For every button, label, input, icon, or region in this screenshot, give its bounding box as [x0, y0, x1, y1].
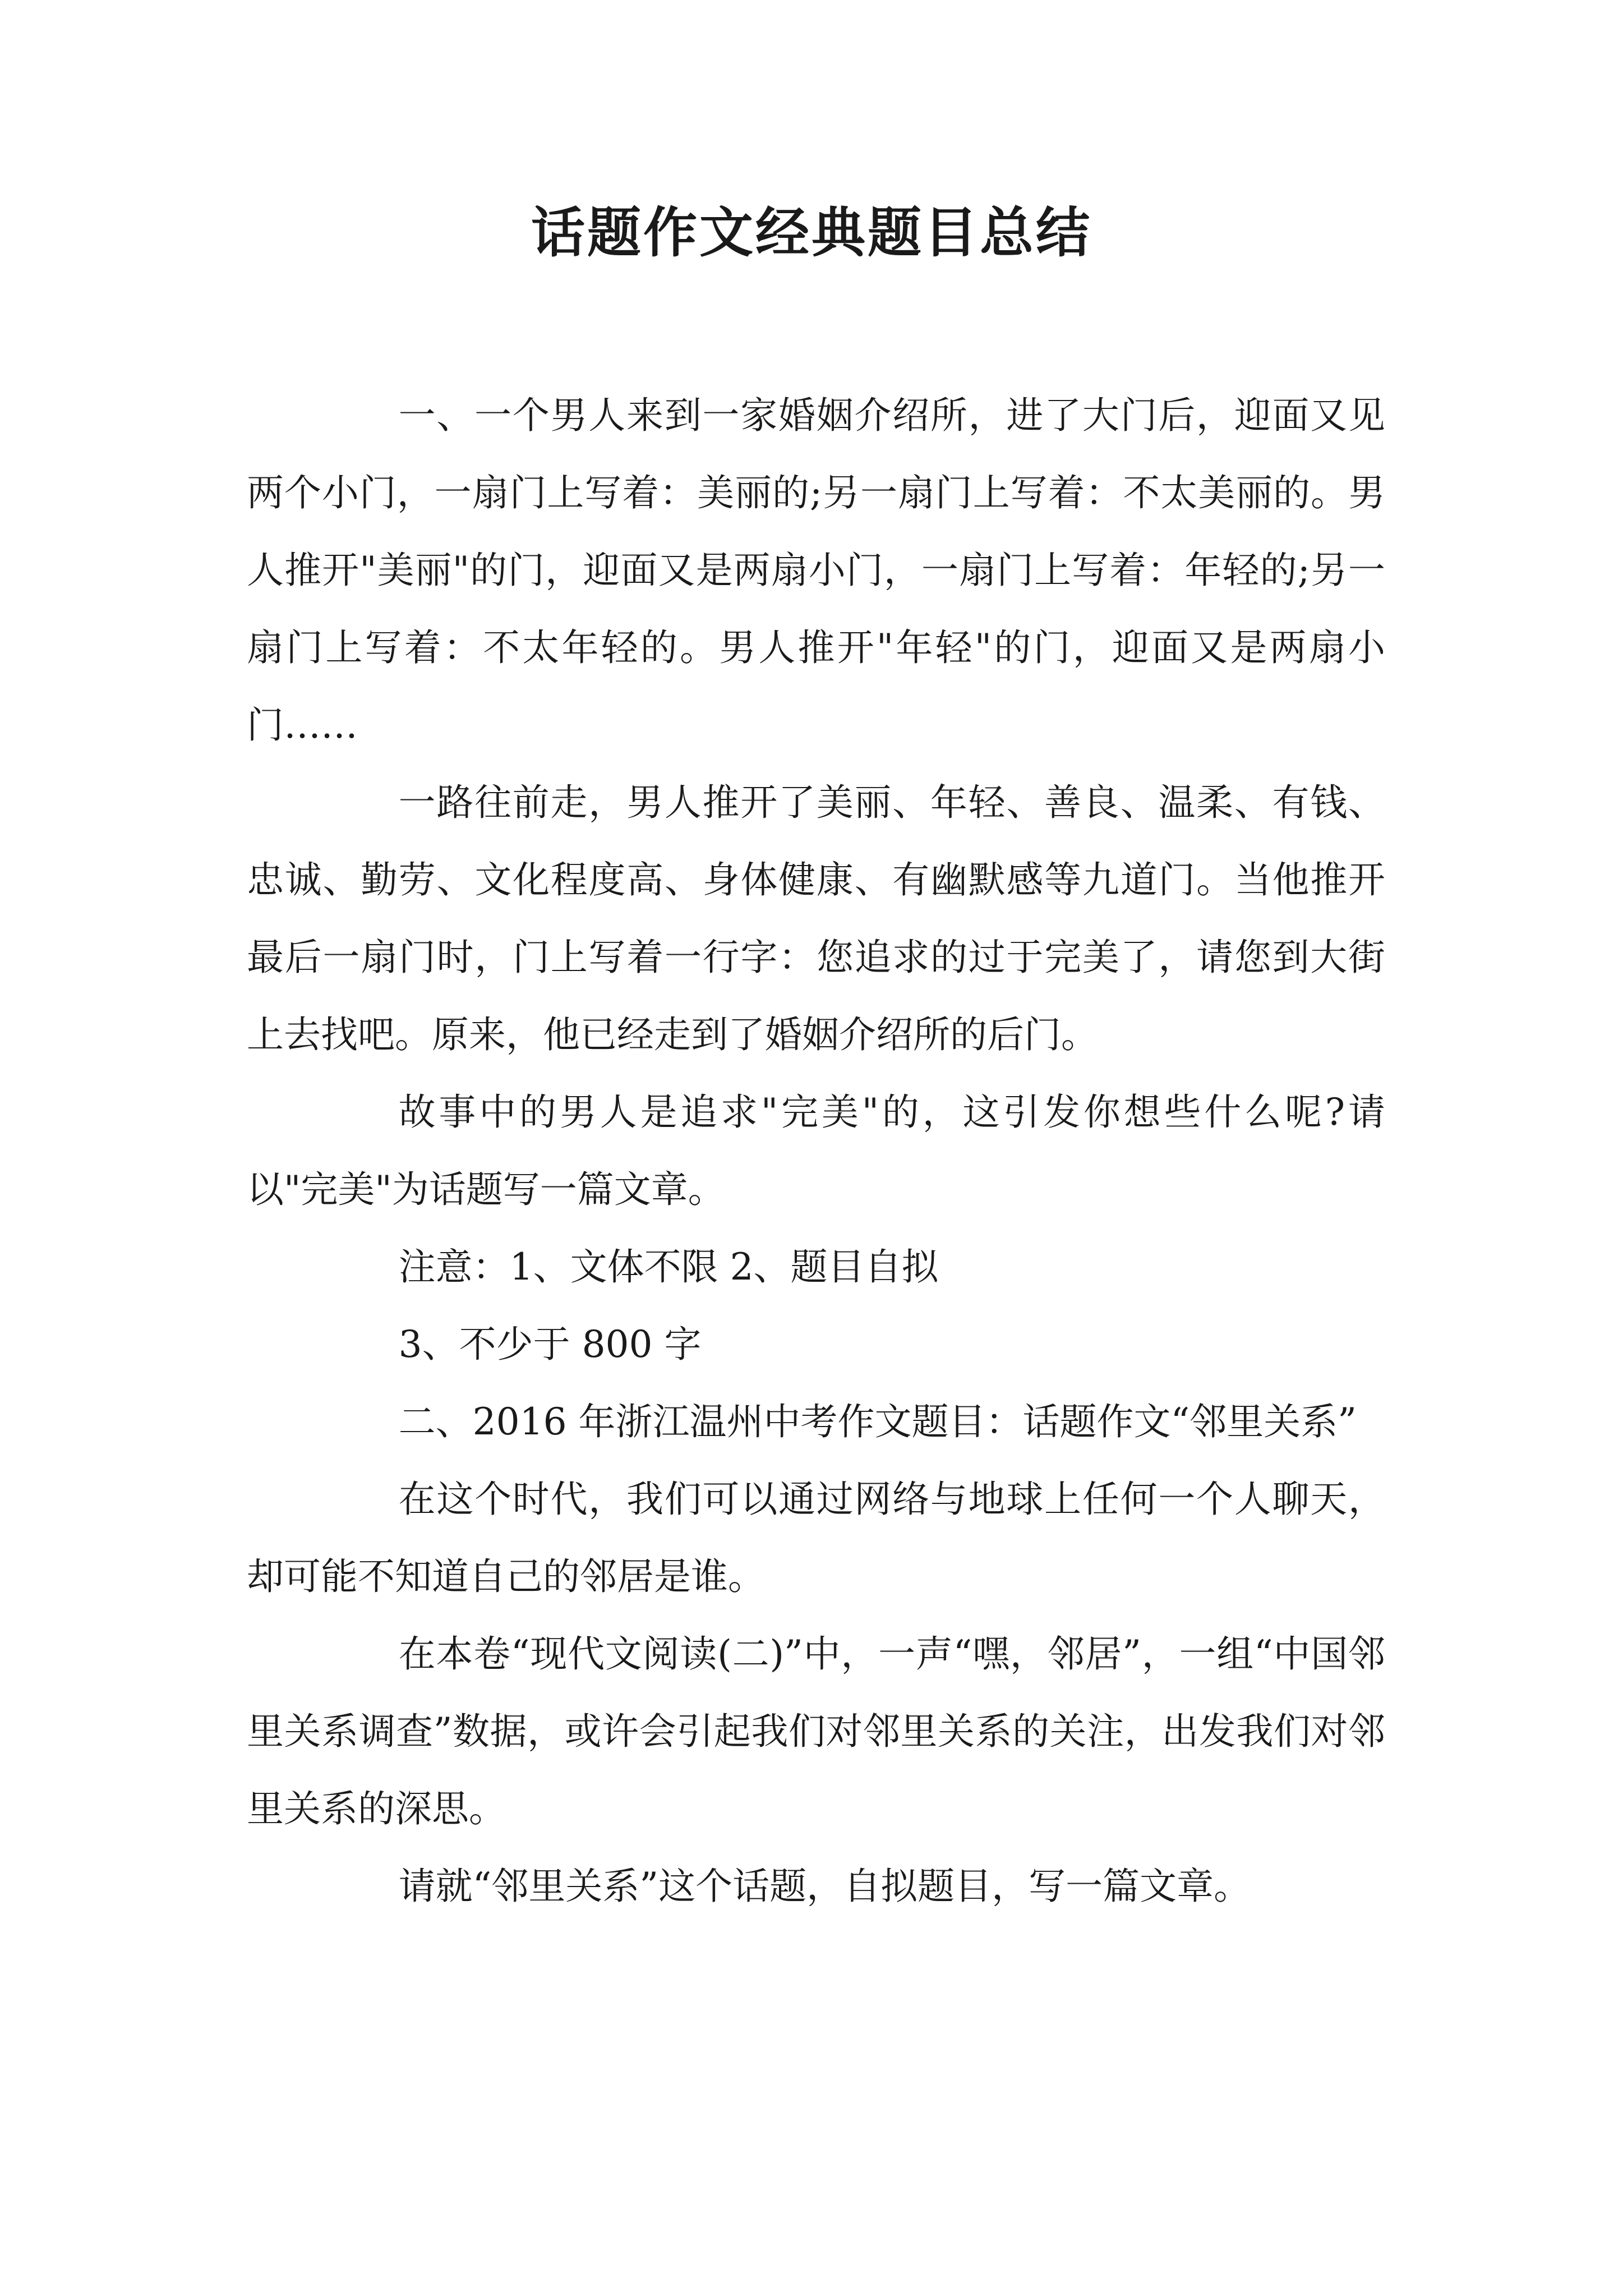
- document-body: [247, 377, 1385, 1925]
- paragraph-prompt: 故事中的男人是追求"完美"的，这引发你想些什么呢?请以"完美"为话题写一篇文章。: [247, 1091, 1385, 1211]
- paragraph-reading-reference: 在本卷“现代文阅读(二)”中，一声“嘿，邻居”，一组“中国邻里关系调查”数据，或许会引起我们对邻里关系的关注，出发我们对邻里关系的深思。: [247, 1632, 1385, 1830]
- paragraph-notes: 注意：1、文体不限 2、题目自拟: [398, 1245, 939, 1289]
- paragraph-story-intro: 一、一个男人来到一家婚姻介绍所，进了大门后，迎面又见两个小门，一扇门上写着：美丽的;另一扇门上写着：不太美丽的。男人推开"美丽"的门，迎面又是两扇小门，一扇门上写着：年轻的;另一扇门上写着：不太年轻的。男人推开"年轻"的门，迎面又是两扇小门……: [247, 394, 1385, 747]
- paragraph-era: 在这个时代，我们可以通过网络与地球上任何一个人聊天，却可能不知道自己的邻居是谁。: [247, 1478, 1385, 1598]
- paragraph-word-count: 3、不少于 800 字: [398, 1323, 702, 1366]
- paragraph-story-continue: 一路往前走，男人推开了美丽、年轻、善良、温柔、有钱、忠诚、勤劳、文化程度高、身体健康、有幽默感等九道门。当他推开最后一扇门时，门上写着一行字：您追求的过于完美了，请您到大街上去找吧。原来，他已经走到了婚姻介绍所的后门。: [247, 781, 1385, 1056]
- paragraph-instruction: 请就“邻里关系”这个话题，自拟题目，写一篇文章。: [398, 1865, 1251, 1908]
- paragraph-section-two-heading: 二、2016 年浙江温州中考作文题目：话题作文“邻里关系”: [398, 1400, 1357, 1443]
- document-title: 话题作文经典题目总结: [531, 201, 1092, 264]
